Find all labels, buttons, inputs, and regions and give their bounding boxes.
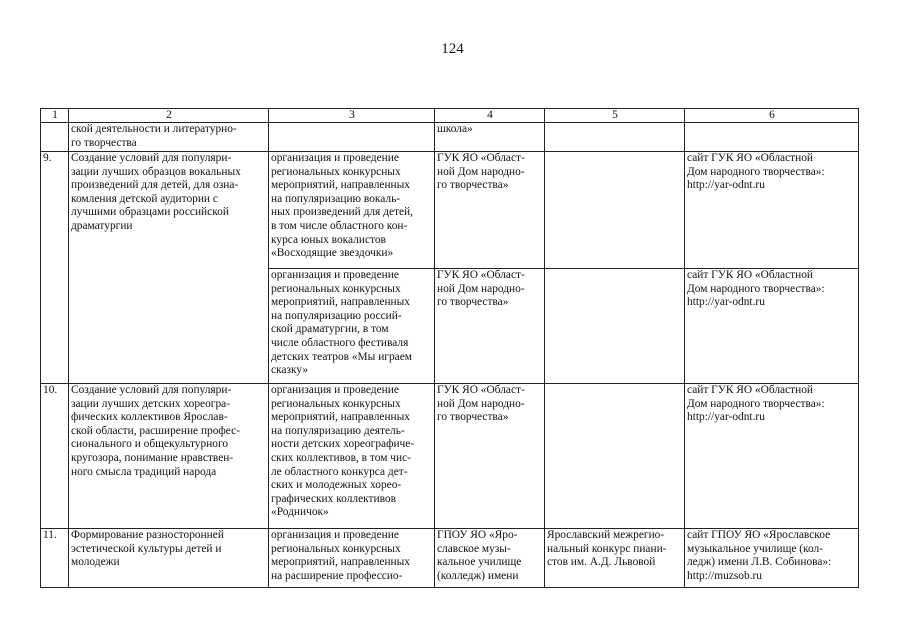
source-cell (685, 123, 859, 152)
plan-table (40, 108, 859, 588)
column-header: 2 (69, 109, 269, 123)
partner-cell (545, 269, 685, 384)
task-cell: Формирование разносторонней эстетической культуры детей и молодежи (69, 529, 269, 588)
task-cell: ской деятельности и литературно- го творчества (69, 123, 269, 152)
task-cell: Создание условий для популяри- зации лучших образцов вокальных произведений для детей, для озна- комления детской аудитории с лучшими образцами российской драматургии (69, 152, 269, 384)
page-number: 124 (441, 41, 464, 57)
column-header: 1 (41, 109, 69, 123)
executor-cell: ГПОУ ЯО «Яро- славское музы- кальное училище (колледж) имени (435, 529, 545, 588)
partner-cell (545, 384, 685, 529)
column-header: 4 (435, 109, 545, 123)
executor-cell: ГУК ЯО «Област- ной Дом народно- го творчества» (435, 269, 545, 384)
table-header-row (41, 109, 859, 123)
activity-cell: организация и проведение региональных конкурсных мероприятий, направленных на популяризацию деятель- ности детских хореографиче- ских коллективов, в том чис- ле областного конкурса дет- ских и молодежных хорео- графических коллективов «Родничок» (269, 384, 435, 529)
table-row (41, 384, 859, 529)
source-cell: сайт ГУК ЯО «Областной Дом народного творчества»: http://yar-odnt.ru (685, 152, 859, 269)
executor-cell: школа» (435, 123, 545, 152)
column-header: 3 (269, 109, 435, 123)
source-cell: сайт ГУК ЯО «Областной Дом народного творчества»: http://yar-odnt.ru (685, 269, 859, 384)
activity-cell: организация и проведение региональных конкурсных мероприятий, направленных на популяризацию вокаль- ных произведений для детей, в том числе областного кон- курса юных вокалистов «Восходящие звездочки» (269, 152, 435, 269)
table-row (41, 529, 859, 588)
row-number-cell: 10. (41, 384, 69, 529)
partner-cell (545, 123, 685, 152)
row-number-cell: 9. (41, 152, 69, 384)
executor-cell: ГУК ЯО «Област- ной Дом народно- го творчества» (435, 384, 545, 529)
source-cell: сайт ГУК ЯО «Областной Дом народного творчества»: http://yar-odnt.ru (685, 384, 859, 529)
activity-cell: организация и проведение региональных конкурсных мероприятий, направленных на популяризацию россий- ской драматургии, в том числе областного фестиваля детских театров «Мы играем сказку» (269, 269, 435, 384)
partner-cell (545, 152, 685, 269)
task-cell: Создание условий для популяри- зации лучших детских хореогра- фических коллективов Ярослав- ской области, расширение профес- сионального и общекультурного кругозора, понимание нравствен- ного смысла традиций народа (69, 384, 269, 529)
partner-cell: Ярославский межрегио- нальный конкурс пиани- стов им. А.Д. Львовой (545, 529, 685, 588)
row-number-cell: 11. (41, 529, 69, 588)
table-row (41, 152, 859, 269)
column-header: 6 (685, 109, 859, 123)
source-cell: сайт ГПОУ ЯО «Ярославское музыкальное училище (кол- ледж) имени Л.В. Собинова»: http://muzsob.ru (685, 529, 859, 588)
activity-cell (269, 123, 435, 152)
row-number-cell (41, 123, 69, 152)
table-row (41, 123, 859, 152)
column-header: 5 (545, 109, 685, 123)
activity-cell: организация и проведение региональных конкурсных мероприятий, направленных на расширение профессио- (269, 529, 435, 588)
executor-cell: ГУК ЯО «Област- ной Дом народно- го творчества» (435, 152, 545, 269)
